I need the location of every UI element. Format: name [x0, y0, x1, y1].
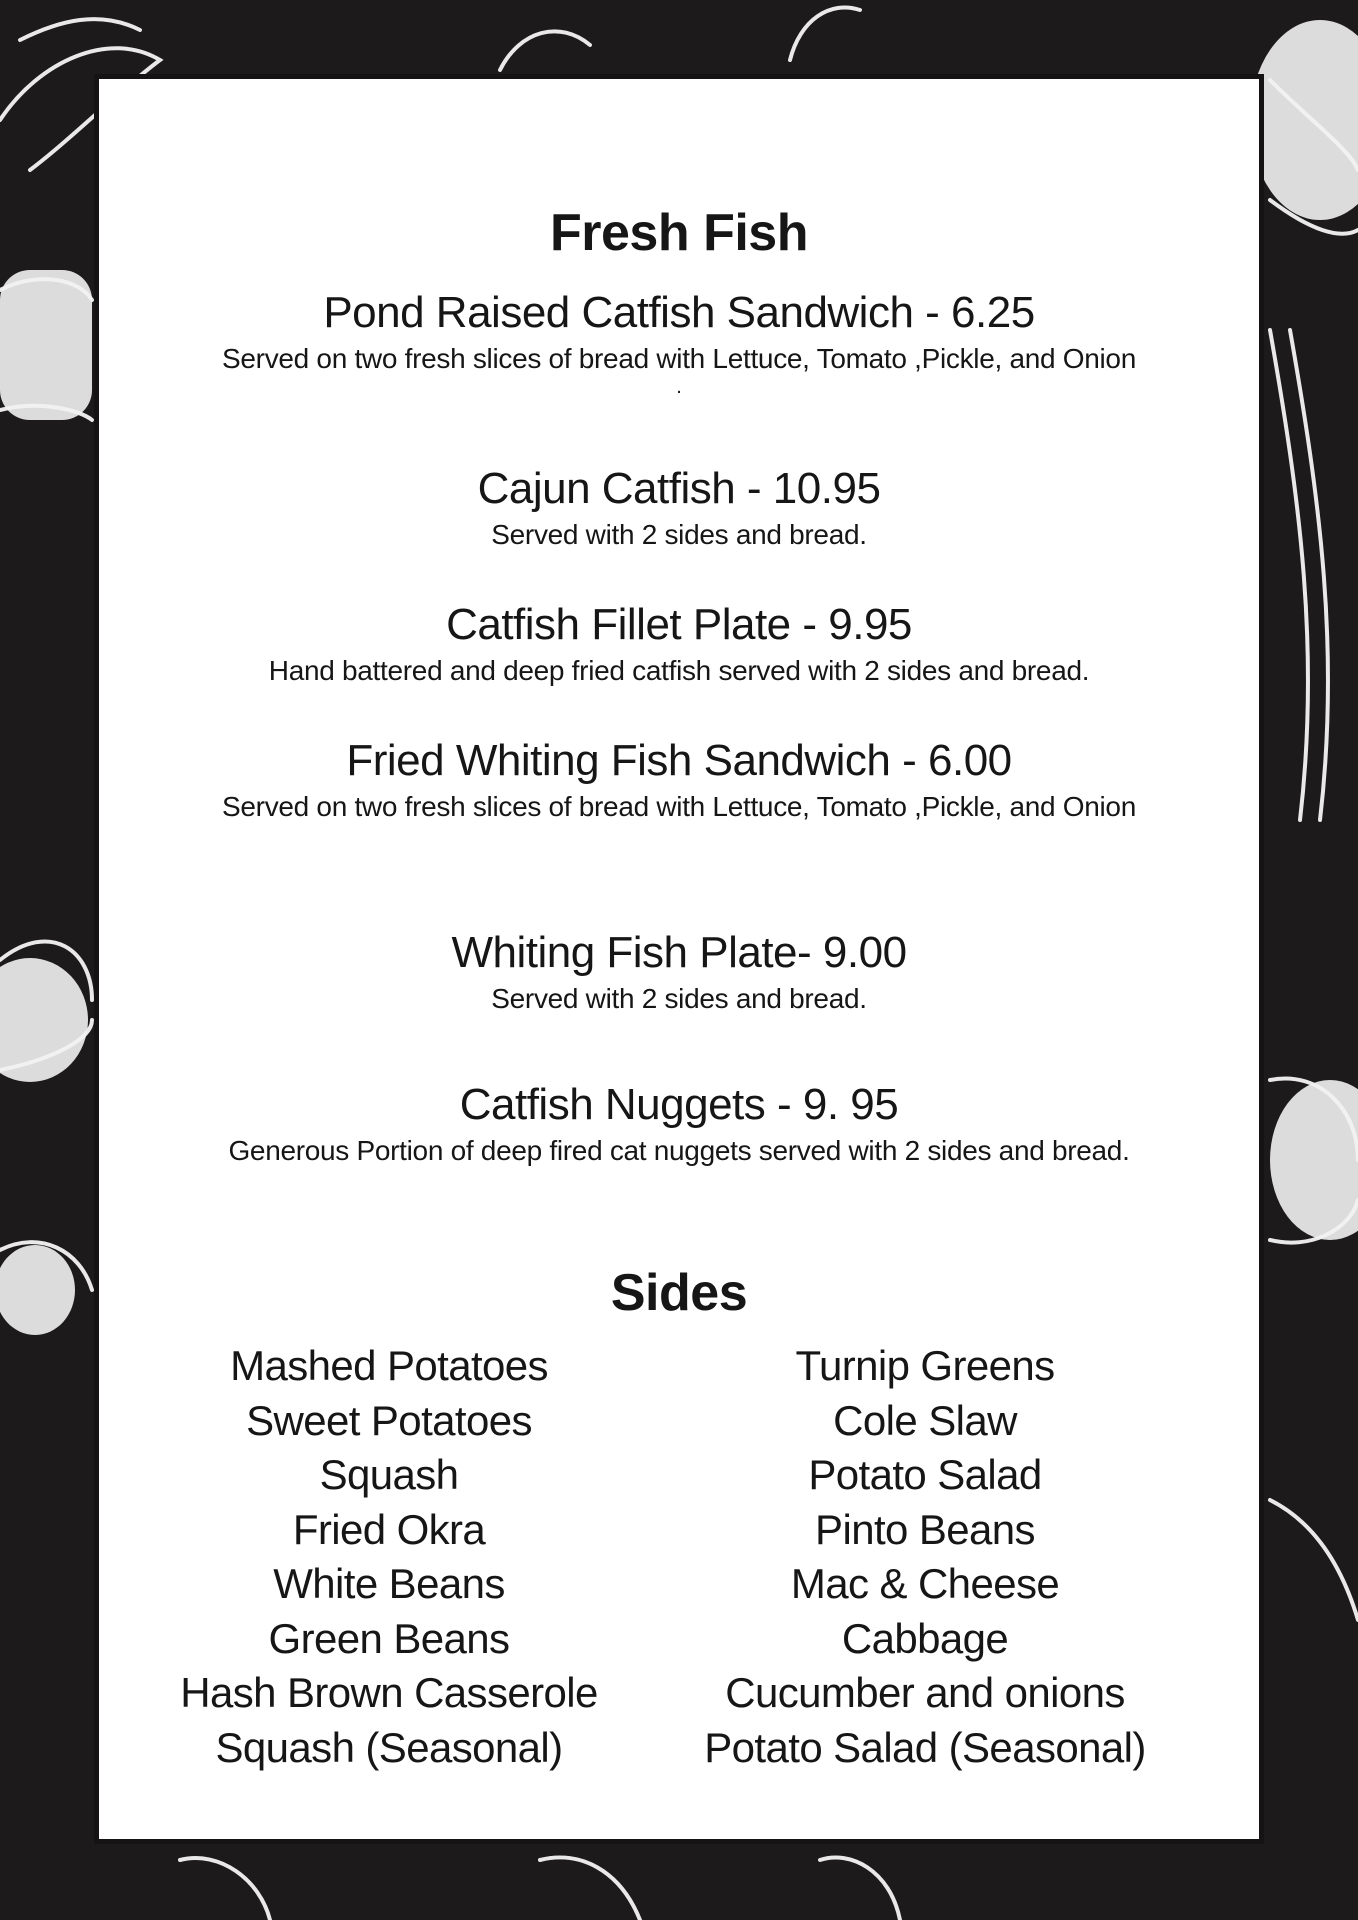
sides-list-right	[655, 1339, 1195, 1775]
side-item: Mac & Cheese	[790, 1560, 1060, 1607]
menu-item	[159, 735, 1199, 827]
menu-item-name: Whiting Fish Plate- 9.00	[451, 928, 907, 977]
menu-item	[159, 287, 1199, 398]
sides-list-left	[119, 1339, 659, 1775]
fresh-fish-heading: Fresh Fish	[550, 204, 808, 262]
side-item: Pinto Beans	[815, 1505, 1035, 1553]
side-item: Cucumber and onions	[725, 1669, 1125, 1716]
menu-item-description: Served on two fresh slices of bread with Lettuce, Tomato ,Pickle, and Onion	[222, 791, 1136, 822]
side-item: Cole Slaw	[833, 1396, 1017, 1444]
menu-item-description: Served on two fresh slices of bread with Lettuce, Tomato ,Pickle, and Onion	[222, 343, 1136, 374]
side-item: Green Beans	[268, 1614, 510, 1662]
menu-item-description: Served with 2 sides and bread.	[491, 983, 867, 1014]
side-item: Turnip Greens	[795, 1342, 1055, 1389]
side-item: Sweet Potatoes	[246, 1396, 532, 1444]
side-item: Fried Okra	[292, 1505, 486, 1553]
menu-panel	[94, 74, 1264, 1844]
menu-item-note: .	[676, 376, 682, 398]
menu-item	[159, 463, 1199, 555]
menu-item-name: Catfish Fillet Plate - 9.95	[446, 600, 912, 649]
menu-item	[159, 599, 1199, 691]
menu-item-name: Catfish Nuggets - 9. 95	[459, 1080, 899, 1129]
side-item: Potato Salad	[808, 1451, 1042, 1498]
side-item: Squash	[319, 1451, 459, 1498]
menu-item-name: Cajun Catfish - 10.95	[477, 464, 881, 513]
menu-item-name: Pond Raised Catfish Sandwich - 6.25	[323, 288, 1035, 337]
side-item: Hash Brown Casserole	[180, 1669, 598, 1716]
menu-item-description: Served with 2 sides and bread.	[491, 519, 867, 550]
menu-item-name: Fried Whiting Fish Sandwich - 6.00	[346, 736, 1012, 785]
menu-item-description: Hand battered and deep fried catfish served with 2 sides and bread.	[268, 655, 1090, 686]
side-item: Potato Salad (Seasonal)	[704, 1723, 1146, 1771]
side-item: Mashed Potatoes	[230, 1342, 548, 1389]
menu-item	[159, 927, 1199, 1019]
sides-heading: Sides	[610, 1264, 748, 1322]
side-item: Cabbage	[841, 1614, 1009, 1662]
side-item: White Beans	[273, 1560, 505, 1607]
menu-item-description: Generous Portion of deep fired cat nuggets served with 2 sides and bread.	[228, 1135, 1130, 1166]
menu-item	[159, 1079, 1199, 1171]
side-item: Squash (Seasonal)	[215, 1723, 563, 1771]
